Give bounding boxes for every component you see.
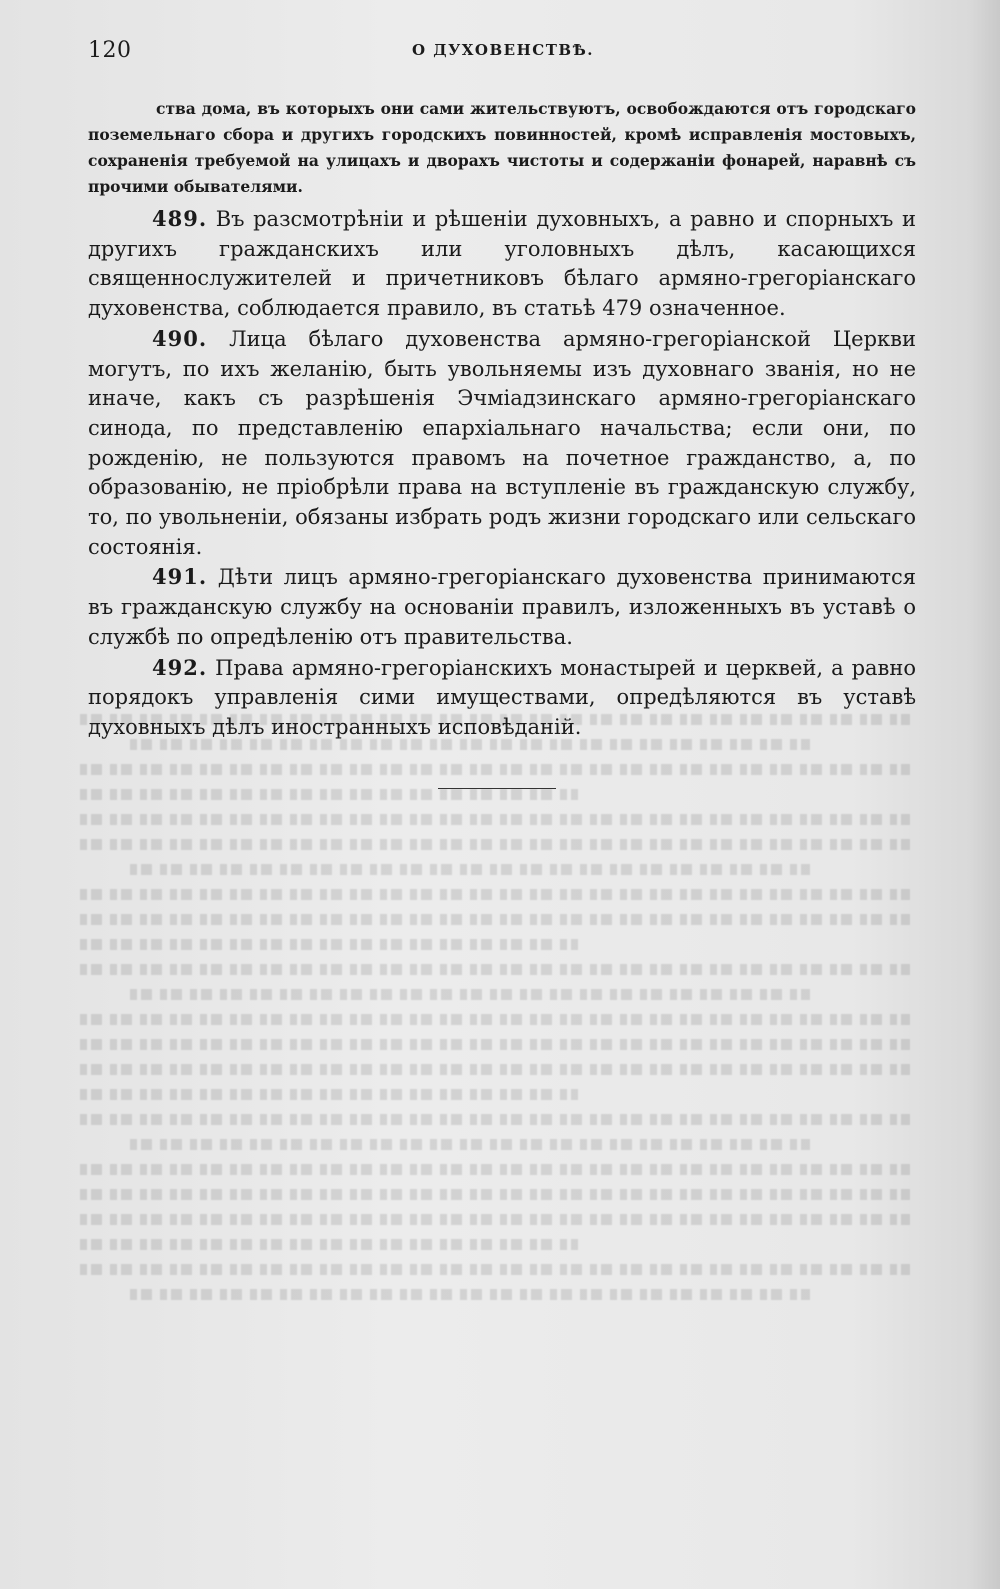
article-number: 492. [152,654,208,680]
article-text: Дѣти лицъ армяно-грегоріанскаго духовенства принимаются въ гражданскую службу на основаніи правилъ, изложенныхъ въ уставѣ о службѣ по опредѣленію отъ правительства. [88,565,916,649]
intro-paragraph: ства дома, въ которыхъ они сами жительствуютъ, освобождаются отъ городскаго поземельнаго сбора и другихъ городскихъ повинностей, кромѣ исправленія мостовыхъ, сохраненія требуемой на улицахъ и дворахъ чистоты и содержаніи фонарей, наравнѣ съ прочими обывателями. [88,99,916,196]
page-header [88,38,918,68]
article-number: 489. [152,206,208,231]
article-489 [88,204,916,324]
article-490 [88,324,916,563]
article-492 [88,653,916,743]
article-text: Лица бѣлаго духовенства армяно-грегоріанской Церкви могутъ, по ихъ желанію, быть увольняемы изъ духовнаго званія, но не иначе, какъ съ разрѣшенія Эчміадзинскаго армяно-грегоріанскаго синода, по представленію епархіальнаго начальства; если они, по рожденію, не пользуются правомъ на почетное гражданство, а, по образованію, не пріобрѣли права на вступленіе въ гражданскую службу, то, по увольненіи, обязаны избрать родъ жизни городскаго или сельскаго состоянія. [88,326,916,559]
article-number: 491. [152,564,208,590]
article-text: Въ разсмотрѣніи и рѣшеніи духовныхъ, а равно и спорныхъ и другихъ гражданскихъ или уголовныхъ дѣлъ, касающихся священнослужителей и причетниковъ бѣлаго армяно-грегоріанскаго духовенства, соблюдается правило, въ статьѣ 479 означенное. [88,207,916,321]
section-divider [438,788,556,789]
page-number: 120 [88,38,132,63]
article-text: Права армяно-грегоріанскихъ монастырей и церквей, а равно порядокъ управленія сими имуществами, опредѣляются въ уставѣ духовныхъ дѣлъ иностранныхъ исповѣданій. [88,655,916,739]
article-number: 490. [152,325,208,351]
running-title: О ДУХОВЕНСТВѢ. [412,41,594,59]
main-text [88,96,916,743]
show-through-texture [80,700,910,1560]
article-491 [88,562,916,652]
